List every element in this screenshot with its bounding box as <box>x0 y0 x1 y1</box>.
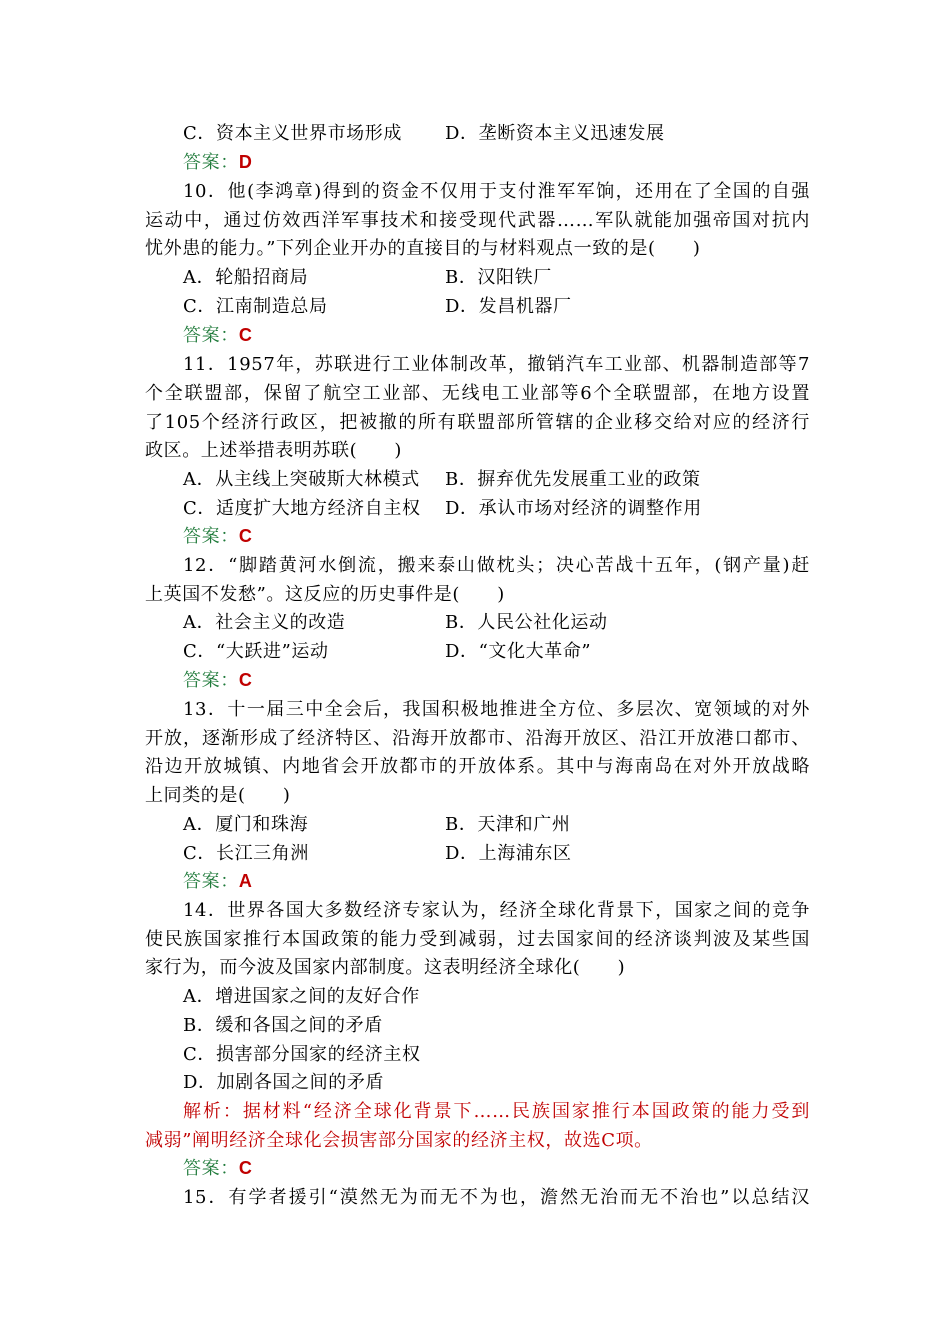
q14-stem-line-2: 使民族国家推行本国政策的能力受到减弱，过去国家间的经济谈判波及某些国 <box>145 929 810 950</box>
q12-options-ab <box>183 608 848 637</box>
q13-option-b: B．天津和广州 <box>445 814 571 835</box>
q12-options-cd <box>183 637 848 666</box>
q14-answer <box>183 1154 848 1183</box>
q11-option-a: A．从主线上突破斯大林模式 <box>183 469 420 490</box>
q10-stem-line-1: 10．他(李鸿章)得到的资金不仅用于支付淮军军饷，还用在了全国的自强 <box>183 181 810 202</box>
q12-option-c: C．“大跃进”运动 <box>183 641 329 662</box>
q11-option-d: D．承认市场对经济的调整作用 <box>445 498 702 519</box>
answer-value: D <box>238 152 253 172</box>
q12-answer <box>183 666 848 695</box>
q14-option-b: B．缓和各国之间的矛盾 <box>183 1015 383 1036</box>
q11-stem-line-4: 政区。上述举措表明苏联( ) <box>145 440 403 461</box>
answer-label: 答案： <box>183 1158 239 1179</box>
q14-option-d: D．加剧各国之间的矛盾 <box>183 1072 385 1093</box>
q13-answer <box>183 867 848 896</box>
q12-option-d: D．“文化大革命” <box>445 641 592 662</box>
q14-option-a: A．增进国家之间的友好合作 <box>183 986 420 1007</box>
answer-label: 答案： <box>183 670 239 691</box>
q13-options-ab <box>183 810 848 839</box>
answer-value: C <box>238 325 253 345</box>
q11-answer <box>183 522 848 551</box>
answer-value: A <box>238 871 253 891</box>
q12-option-a: A．社会主义的改造 <box>183 612 346 633</box>
q10-option-d: D．发昌机器厂 <box>445 296 572 317</box>
q10-option-b: B．汉阳铁厂 <box>445 267 552 288</box>
q14-option-c: C．损害部分国家的经济主权 <box>183 1044 421 1065</box>
q12-stem-line-1: 12．“脚踏黄河水倒流，搬来泰山做枕头；决心苦战十五年，(钢产量)赶 <box>183 555 810 576</box>
q13-option-c: C．长江三角洲 <box>183 843 309 864</box>
q13-options-cd <box>183 839 848 868</box>
q11-options-cd <box>183 494 848 523</box>
q11-option-c: C．适度扩大地方经济自主权 <box>183 498 421 519</box>
q11-options-ab <box>183 465 848 494</box>
answer-value: C <box>238 1158 253 1178</box>
q14-analysis-line-1: 解析：据材料“经济全球化背景下……民族国家推行本国政策的能力受到 <box>183 1101 810 1122</box>
q13-stem-line-4: 上同类的是( ) <box>145 785 291 806</box>
q14-analysis-line-2: 减弱”阐明经济全球化会损害部分国家的经济主权，故选C项。 <box>145 1130 653 1151</box>
q10-options-cd <box>183 292 848 321</box>
q13-stem-line-3: 沿边开放城镇、内地省会开放都市的开放体系。其中与海南岛在对外开放战略 <box>145 756 810 777</box>
q15-stem-line-1: 15．有学者援引“漠然无为而无不为也，澹然无治而无不治也”以总结汉 <box>183 1187 810 1208</box>
q12-stem-line-2: 上英国不发愁”。这反应的历史事件是( ) <box>145 584 505 605</box>
q10-stem-line-2: 运动中，通过仿效西洋军事技术和接受现代武器……军队就能加强帝国对抗内 <box>145 210 810 231</box>
q10-options-ab <box>183 263 848 292</box>
answer-label: 答案： <box>183 325 239 346</box>
q11-stem-line-1: 11．1957年，苏联进行工业体制改革，撤销汽车工业部、机器制造部等7 <box>183 354 810 375</box>
q13-option-d: D．上海浦东区 <box>445 843 572 864</box>
q11-stem-line-3: 了105个经济行政区，把被撤的所有联盟部所管辖的企业移交给对应的经济行 <box>145 412 810 433</box>
q9-answer <box>183 148 848 177</box>
q9-options-cd <box>183 119 848 148</box>
q11-stem-line-2: 个全联盟部，保留了航空工业部、无线电工业部等6个全联盟部，在地方设置 <box>145 383 810 404</box>
q13-option-a: A．厦门和珠海 <box>183 814 309 835</box>
q11-option-b: B．摒弃优先发展重工业的政策 <box>445 469 701 490</box>
q12-option-b: B．人民公社化运动 <box>445 612 608 633</box>
answer-value: C <box>238 526 253 546</box>
q10-option-c: C．江南制造总局 <box>183 296 328 317</box>
answer-label: 答案： <box>183 871 239 892</box>
q10-answer <box>183 321 848 350</box>
q14-stem-line-3: 家行为，而今波及国家内部制度。这表明经济全球化( ) <box>145 957 626 978</box>
q13-stem-line-2: 开放，逐渐形成了经济特区、沿海开放都市、沿海开放区、沿江开放港口都市、 <box>145 728 810 749</box>
q10-option-a: A．轮船招商局 <box>183 267 309 288</box>
q14-stem-line-1: 14．世界各国大多数经济专家认为，经济全球化背景下，国家之间的竞争 <box>183 900 810 921</box>
answer-label: 答案： <box>183 526 239 547</box>
q10-stem-line-3: 忧外患的能力。”下列企业开办的直接目的与材料观点一致的是( ) <box>145 238 701 259</box>
answer-label: 答案： <box>183 152 239 173</box>
q9-option-c: C．资本主义世界市场形成 <box>183 123 402 144</box>
q9-option-d: D．垄断资本主义迅速发展 <box>445 123 665 144</box>
answer-value: C <box>238 670 253 690</box>
q13-stem-line-1: 13．十一届三中全会后，我国积极地推进全方位、多层次、宽领域的对外 <box>183 699 810 720</box>
